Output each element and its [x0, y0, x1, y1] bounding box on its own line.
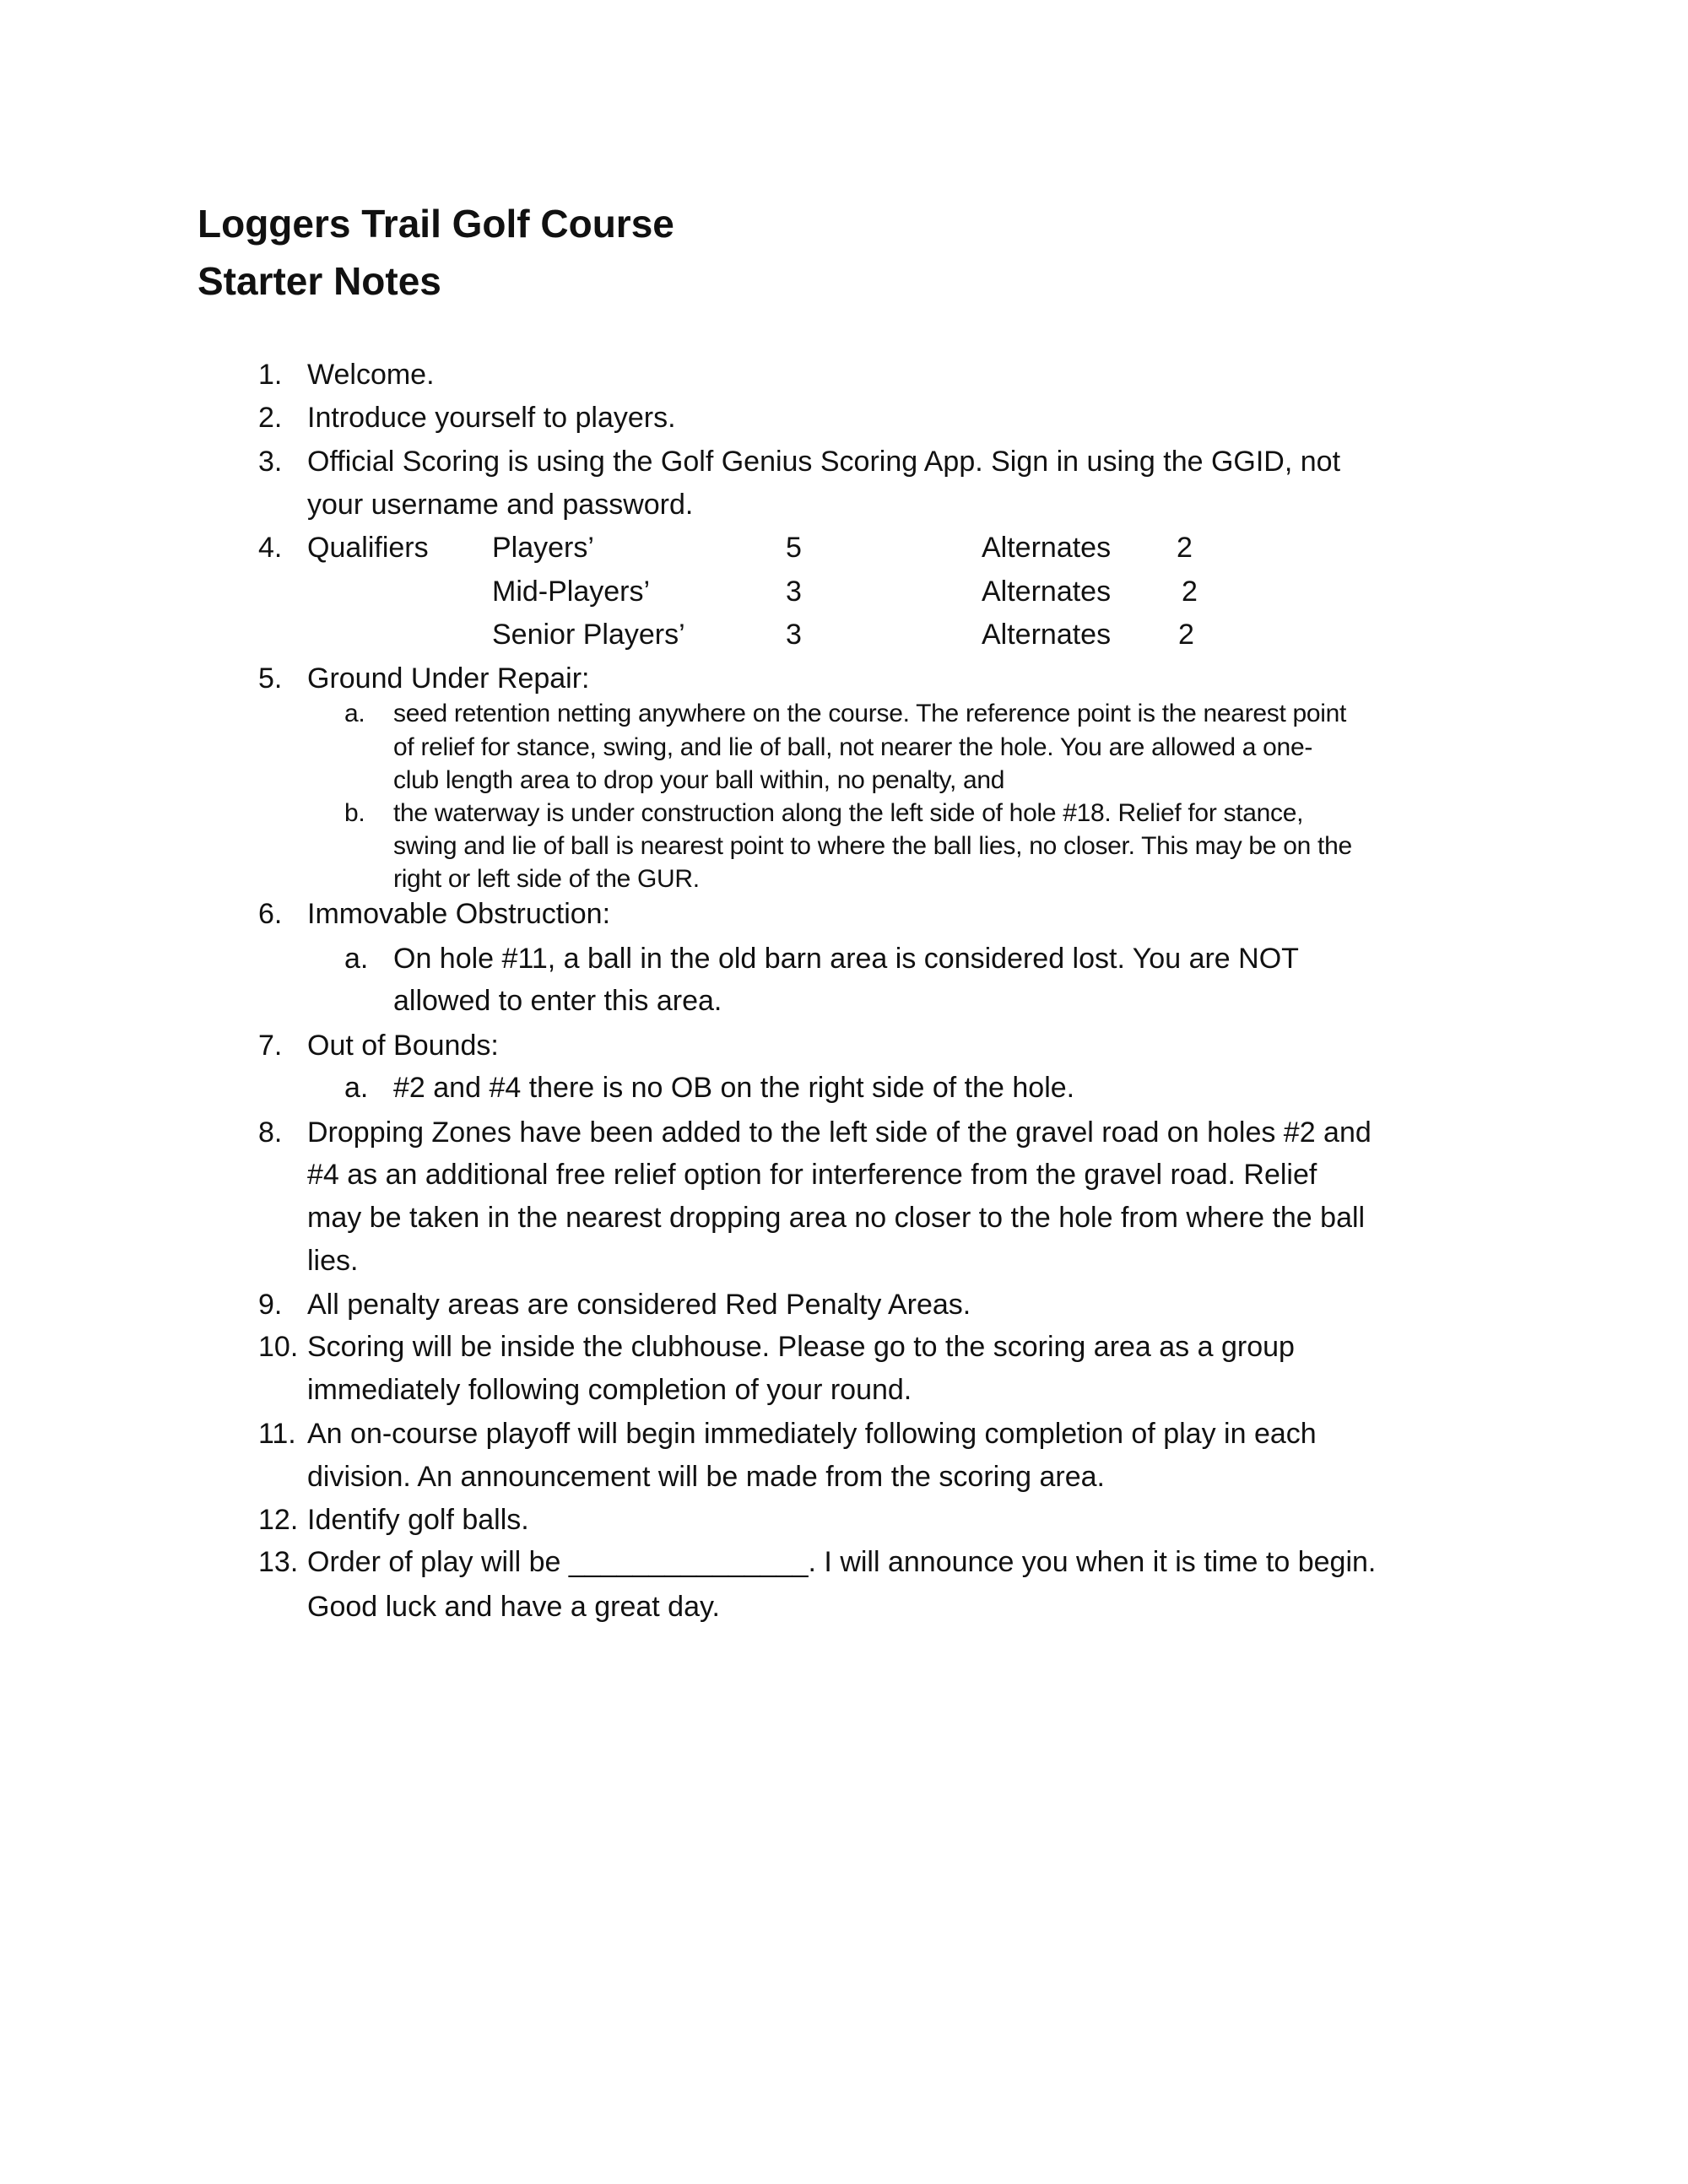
alternates-label: Alternates — [982, 576, 1112, 608]
sub-list-text: On hole #11, a ball in the old barn area is considered lost. You are NOT — [393, 943, 1299, 975]
list-item-text: All penalty areas are considered Red Penalty Areas. — [307, 1289, 971, 1321]
list-number: 9. — [258, 1289, 283, 1321]
alternates-label: Alternates — [982, 532, 1112, 564]
list-number: 6. — [258, 898, 283, 930]
list-item-text: #4 as an additional free relief option for interference from the gravel road. Relief — [307, 1159, 1317, 1191]
list-item-text: division. An announcement will be made from the scoring area. — [307, 1461, 1105, 1493]
list-item-text: Good luck and have a great day. — [307, 1591, 720, 1623]
alternates-count: 2 — [1182, 576, 1198, 608]
list-number: 5. — [258, 662, 283, 695]
sub-list-text: seed retention netting anywhere on the course. The reference point is the nearest point — [393, 700, 1347, 727]
list-number: 13. — [258, 1546, 299, 1578]
list-number: 3. — [258, 446, 283, 478]
list-item-text: Immovable Obstruction: — [307, 898, 611, 930]
list-item-text: An on-course playoff will begin immediately following completion of play in each — [307, 1418, 1317, 1450]
list-item-text: your username and password. — [307, 489, 694, 521]
list-item-text: Welcome. — [307, 359, 435, 391]
sub-list-letter: b. — [344, 799, 365, 827]
sub-list-text: #2 and #4 there is no OB on the right side of the hole. — [393, 1072, 1075, 1104]
division-name: Players’ — [492, 532, 594, 564]
list-item-text: may be taken in the nearest dropping area no closer to the hole from where the ball — [307, 1202, 1366, 1234]
list-number: 11. — [258, 1418, 296, 1450]
sub-list-text: swing and lie of ball is nearest point to where the ball lies, no closer. This may be on the — [393, 832, 1352, 860]
list-item-text: Dropping Zones have been added to the left side of the gravel road on holes #2 and — [307, 1116, 1372, 1149]
alternates-count: 2 — [1177, 532, 1193, 564]
list-number: 7. — [258, 1030, 283, 1062]
list-item-text: Ground Under Repair: — [307, 662, 590, 695]
list-item-text: Scoring will be inside the clubhouse. Please go to the scoring area as a group — [307, 1331, 1295, 1363]
sub-list-letter: a. — [344, 943, 369, 975]
list-number: 10. — [258, 1331, 299, 1363]
list-number: 1. — [258, 359, 283, 391]
sub-list-text: club length area to drop your ball within, no penalty, and — [393, 766, 1005, 794]
sub-list-text: of relief for stance, swing, and lie of ball, not nearer the hole. You are allowed a one- — [393, 733, 1313, 761]
alternates-count: 2 — [1178, 619, 1194, 651]
sub-list-letter: a. — [344, 700, 365, 727]
qualifiers-label: Qualifiers — [307, 532, 429, 564]
sub-list-text: right or left side of the GUR. — [393, 865, 700, 893]
list-item-text: Order of play will be _______________. I will announce you when it is time to begin. — [307, 1546, 1377, 1578]
document-subtitle: Starter Notes — [197, 259, 441, 303]
list-item-text: lies. — [307, 1245, 359, 1277]
sub-list-text: the waterway is under construction along the left side of hole #18. Relief for stance, — [393, 799, 1304, 827]
division-name: Senior Players’ — [492, 619, 685, 651]
alternates-label: Alternates — [982, 619, 1112, 651]
list-number: 12. — [258, 1504, 299, 1536]
qualifier-count: 5 — [786, 532, 802, 564]
division-name: Mid-Players’ — [492, 576, 651, 608]
list-item-text: immediately following completion of your round. — [307, 1374, 912, 1406]
list-item-text: Identify golf balls. — [307, 1504, 529, 1536]
list-number: 4. — [258, 532, 283, 564]
qualifier-count: 3 — [786, 576, 802, 608]
list-item-text: Official Scoring is using the Golf Genius Scoring App. Sign in using the GGID, not — [307, 446, 1341, 478]
sub-list-letter: a. — [344, 1072, 369, 1104]
list-number: 2. — [258, 402, 283, 434]
sub-list-text: allowed to enter this area. — [393, 985, 722, 1017]
list-item-text: Out of Bounds: — [307, 1030, 499, 1062]
list-item-text: Introduce yourself to players. — [307, 402, 676, 434]
qualifier-count: 3 — [786, 619, 802, 651]
document-title: Loggers Trail Golf Course — [197, 202, 674, 246]
list-number: 8. — [258, 1116, 283, 1149]
